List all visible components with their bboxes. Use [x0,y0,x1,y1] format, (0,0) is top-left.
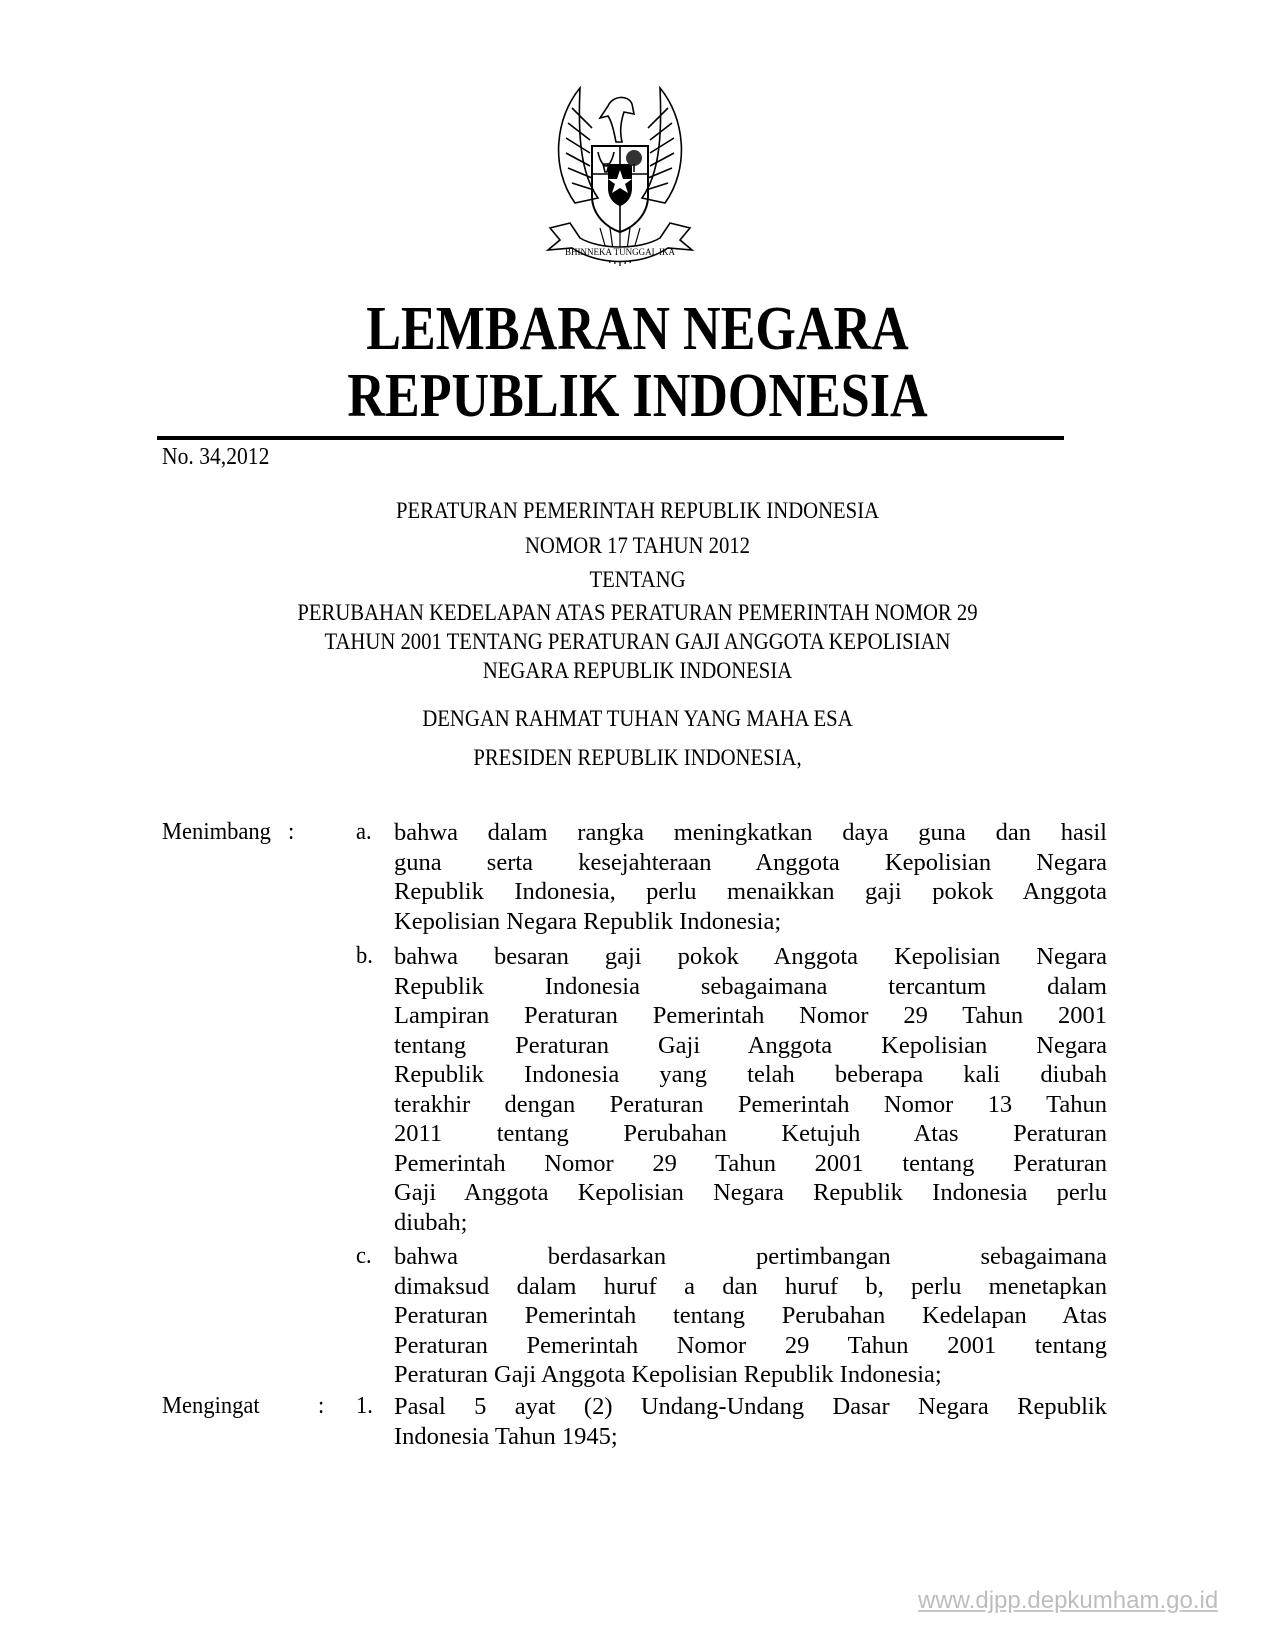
emblem-motto: BHINNEKA TUNGGAL IKA [565,247,675,257]
mengingat-colon: : [318,1392,325,1419]
issue-number: No. 34,2012 [162,444,270,470]
regulation-subject-line-1: PERUBAHAN KEDELAPAN ATAS PERATURAN PEMERINTAH NOMOR 29 [297,600,978,625]
masthead-divider [157,436,1064,440]
regulation-subject-line-3: NEGARA REPUBLIK INDONESIA [482,658,793,683]
garuda-pancasila-emblem-icon [520,78,720,278]
invocation: DENGAN RAHMAT TUHAN YANG MAHA ESA [422,706,853,731]
item-a-marker: a. [356,818,372,845]
item-b-marker: b. [356,942,373,969]
menimbang-colon: : [288,818,295,845]
item-c-marker: c. [356,1242,372,1269]
mengingat-label: Mengingat [162,1392,260,1419]
consideration-c: bahwa berdasarkan pertimbangan sebagaimana dimaksud dalam huruf a dan huruf b, perlu menetapkan Peraturan Pemerintah tentang Perubahan Kedelapan Atas Peraturan Pemerintah Nomor 29 Tahun 2001 tentang Peraturan Gaji Anggota Kepolisian Republik Indonesia; [394,1243,1107,1388]
president-heading: PRESIDEN REPUBLIK INDONESIA, [473,745,802,770]
regulation-number: NOMOR 17 TAHUN 2012 [524,533,751,558]
legal-basis-1: Pasal 5 ayat (2) Undang-Undang Dasar Negara Republik Indonesia Tahun 1945; [394,1393,1107,1450]
regulation-title: PERATURAN PEMERINTAH REPUBLIK INDONESIA [395,498,880,523]
masthead-line-1: LEMBARAN NEGARA [366,295,909,363]
regulation-subject-line-2: TAHUN 2001 TENTANG PERATURAN GAJI ANGGOTA KEPOLISIAN [324,629,951,654]
masthead-line-2: REPUBLIK INDONESIA [347,362,928,430]
item-1-marker: 1. [356,1392,373,1419]
menimbang-label: Menimbang [162,818,271,845]
consideration-b: bahwa besaran gaji pokok Anggota Kepolisian Negara Republik Indonesia sebagaimana tercantum dalam Lampiran Peraturan Pemerintah Nomor 29 Tahun 2001 tentang Peraturan Gaji Anggota Kepolisian Negara Republik Indonesia yang telah beberapa kali diubah terakhir dengan Peraturan Pemerintah Nomor 13 Tahun 2011 tentang Perubahan Ketujuh Atas Peraturan Pemerintah Nomor 29 Tahun 2001 tentang Peraturan Gaji Anggota Kepolisian Negara Republik Indonesia perlu diubah; [394,943,1107,1236]
regulation-tentang: TENTANG [589,567,686,592]
watermark-link[interactable]: www.djpp.depkumham.go.id [918,1587,1219,1614]
consideration-a: bahwa dalam rangka meningkatkan daya guna dan hasil guna serta kesejahteraan Anggota Kepolisian Negara Republik Indonesia, perlu menaikkan gaji pokok Anggota Kepolisian Negara Republik Indonesia; [394,819,1107,935]
